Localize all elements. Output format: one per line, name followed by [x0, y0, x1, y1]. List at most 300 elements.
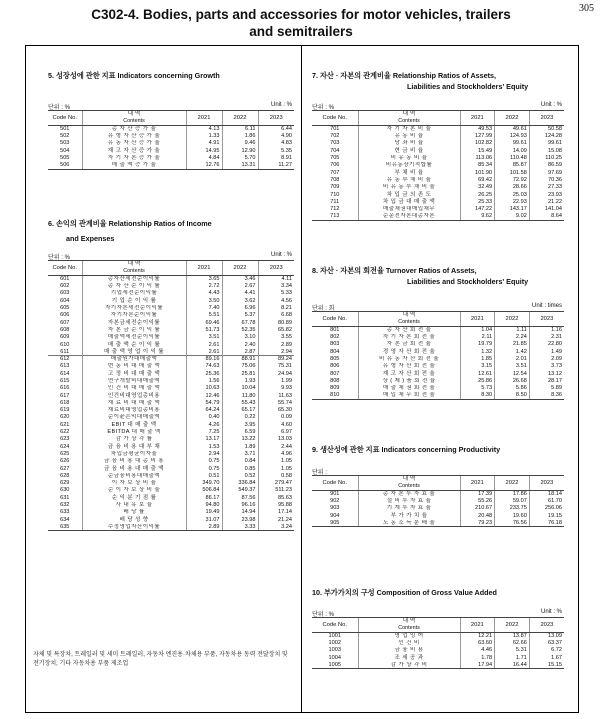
content-cell: 순이윤손익대매출액: [82, 414, 186, 421]
code-cell: 711: [330, 198, 340, 205]
table-row: [48, 140, 294, 147]
value-2021: 8.30: [460, 392, 495, 399]
year2-header: 2022: [495, 618, 530, 633]
code-cell: 810: [312, 392, 358, 399]
code-cell: 635: [48, 524, 82, 531]
code-cell: 631: [60, 494, 70, 501]
value-2021: 4.43: [186, 290, 222, 297]
value-2023: 3.73: [529, 363, 564, 370]
value-2023: 6.68: [258, 312, 294, 319]
value-2023: 2.31: [529, 334, 564, 341]
table-row: [48, 502, 294, 509]
code-cell: 905: [312, 520, 358, 527]
code-header: Code No.: [312, 312, 358, 327]
value-2022: 14.94: [222, 509, 258, 516]
column-divider: [301, 45, 302, 713]
value-2021: 2.11: [460, 334, 495, 341]
value-2021: 25.86: [460, 378, 495, 385]
content-cell: 배 당 성 향: [82, 516, 186, 523]
value-2022: 143.17: [495, 206, 530, 213]
header-row: [48, 111, 294, 126]
section5-title: 5. 성장성에 관한 지표 Indicators concerning Growth: [48, 71, 220, 80]
value-2022: 9.02: [495, 213, 530, 220]
unit-label: 단위 : %: [312, 105, 334, 111]
value-2023: 8.21: [258, 305, 294, 312]
table-row: [312, 520, 564, 527]
table-row: [48, 363, 294, 370]
year3-header: 2023: [529, 312, 564, 327]
value-2023: 13.12: [529, 370, 564, 377]
value-2022: 5.70: [222, 155, 258, 162]
table-row: [312, 647, 564, 654]
code-cell: 620: [60, 414, 70, 421]
table-row: [48, 443, 294, 450]
value-2022: 22.93: [495, 198, 530, 205]
section7-title-line2: Liabilities and Stockholders' Equity: [407, 82, 529, 91]
value-2023: 95.88: [258, 502, 294, 509]
value-2023: 4.60: [258, 421, 294, 428]
content-cell: 유 형 자 산 증 가 율: [82, 133, 186, 140]
section6-title-line2: and Expenses: [66, 234, 115, 243]
value-2023: 65.82: [258, 327, 294, 334]
code-cell: 703: [330, 140, 340, 147]
content-cell: 자 기 자 본 회 전 율: [358, 334, 460, 341]
value-2023: 13.03: [258, 436, 294, 443]
value-2023: 0.58: [258, 473, 294, 480]
code-cell: 615: [60, 378, 70, 384]
value-2022: 124.93: [495, 133, 530, 140]
code-cell: 801: [330, 327, 340, 334]
value-2021: 31.07: [186, 516, 222, 523]
value-2021: 20.48: [460, 512, 495, 519]
value-2023: 4.96: [258, 451, 294, 458]
content-cell: 유 동 비 율: [358, 133, 460, 140]
table-row: [48, 392, 294, 399]
value-2023: 97.69: [529, 169, 564, 176]
value-2023: 9.93: [258, 385, 294, 392]
code-cell: 803: [330, 341, 340, 348]
table-row: [48, 487, 294, 494]
header-row: [312, 618, 564, 633]
value-2021: 1.85: [460, 356, 495, 363]
value-2023: 1.05: [258, 458, 294, 465]
content-cell: 재 고 자 산 회 전 율: [358, 370, 460, 377]
code-cell: 628: [60, 472, 70, 479]
value-2021: 4.46: [460, 647, 495, 654]
table-row: [312, 126, 564, 133]
value-2021: 1.56: [186, 378, 222, 385]
value-2023: 70.36: [529, 177, 564, 184]
content-cell: 금 융 비 용 대 총 비 용: [82, 458, 186, 465]
value-2022: 96.16: [222, 502, 258, 509]
content-cell: 매출채권대매입채무: [358, 206, 460, 213]
value-2023: 4.56: [258, 297, 294, 304]
content-cell: 금 융 비 용 대 매 출 액: [82, 465, 186, 472]
unit-label-en: Unit : %: [540, 609, 562, 615]
value-2021: 85.34: [460, 162, 495, 169]
table-row: [48, 524, 294, 531]
value-2023: 23.93: [529, 191, 564, 198]
table-row: [312, 378, 564, 385]
content-cell: 인 건 비: [358, 640, 460, 647]
content-cell: 차 입 금 의 존 도: [358, 191, 460, 198]
value-2022: 9.46: [222, 140, 258, 147]
section7-table: [312, 110, 564, 221]
year2-header: 2022: [495, 476, 530, 491]
code-cell: 609: [60, 334, 70, 341]
content-cell: 비 유 동 비 율: [358, 155, 460, 162]
content-cell: 사 내 유 보 율: [82, 502, 186, 509]
table-row: [312, 133, 564, 140]
code-header: Code No.: [48, 111, 82, 126]
value-2022: 3.33: [222, 524, 258, 531]
code-cell: 603: [60, 290, 70, 297]
value-2023: 28.17: [529, 378, 564, 385]
value-2023: 17.14: [258, 509, 294, 516]
value-2021: 3.50: [186, 297, 222, 304]
value-2021: 12.76: [186, 162, 222, 169]
value-2023: 22.80: [529, 341, 564, 348]
table-row: [48, 473, 294, 480]
value-2022: 5.37: [222, 312, 258, 319]
code-cell: 621: [60, 421, 70, 428]
value-2021: 15.49: [460, 147, 495, 154]
year1-header: 2021: [460, 618, 495, 633]
code-cell: 808: [330, 377, 340, 384]
value-2022: 13.22: [222, 436, 258, 443]
code-cell: 707: [330, 169, 340, 176]
value-2023: 2.09: [529, 356, 564, 363]
unit-label: 단위 :: [312, 470, 327, 476]
footnote: 자체 및 특장차, 트레일러 및 세미 트레일러, 자동차 엔진용·차체용 부품, 자동차용 동력 전달장치 및 전기장치, 기타 자동차용 부품 제조업: [33, 652, 288, 667]
value-2021: 113.06: [460, 155, 495, 162]
content-cell: 인 건 비 대 매 출 액: [82, 385, 186, 392]
value-2023: 80.89: [258, 319, 294, 326]
table-row: [48, 290, 294, 297]
value-2022: 85.87: [495, 162, 530, 169]
value-2021: 349.70: [186, 480, 222, 487]
content-cell: 금 융 비 용 대 부 채: [82, 443, 186, 450]
code-cell: 702: [330, 133, 340, 140]
value-2023: 65.30: [258, 407, 294, 414]
table-row: [48, 378, 294, 385]
code-cell: 1001: [328, 633, 341, 640]
header-row: [312, 476, 564, 491]
value-2022: 4.41: [222, 290, 258, 297]
code-cell: 626: [60, 458, 70, 465]
content-cell: 변 동 비 대 매 출 액: [82, 363, 186, 370]
value-2023: 3.24: [258, 524, 294, 531]
value-2023: 18.14: [529, 491, 564, 498]
value-2021: 3.51: [186, 334, 222, 341]
value-2022: 6.11: [222, 126, 258, 133]
value-2023: 15.08: [529, 147, 564, 154]
year2-header: 2022: [495, 111, 530, 126]
unit-label-en: Unit : %: [270, 252, 292, 258]
code-cell: 633: [60, 509, 70, 516]
value-2023: 1.67: [529, 654, 564, 661]
value-2021: 3.65: [186, 276, 222, 283]
value-2023: 5.33: [258, 290, 294, 297]
year3-header: 2023: [529, 111, 564, 126]
section6-title-line1: 6. 손익의 관계비율 Relationship Ratios of Income: [48, 219, 212, 228]
table-body: [48, 276, 294, 531]
value-2022: 5.86: [495, 385, 530, 392]
table-row: [48, 312, 294, 319]
table-row: [48, 147, 294, 154]
code-cell: 618: [60, 399, 70, 406]
code-cell: 901: [330, 491, 340, 498]
code-cell: 902: [330, 498, 340, 505]
content-cell: 자 기 자 본 비 율: [358, 126, 460, 133]
value-2023: 27.33: [529, 184, 564, 191]
table-row: [312, 363, 564, 370]
header-row: [312, 111, 564, 126]
value-2023: 89.24: [258, 356, 294, 363]
value-2021: 17.39: [460, 491, 495, 498]
table-row: [312, 633, 564, 640]
code-cell: 622: [60, 429, 70, 436]
value-2021: 4.13: [186, 126, 222, 133]
section8-title-line1: 8. 자산 · 자본의 회전율 Turnover Ratios of Assets,: [312, 266, 477, 275]
table-row: [312, 140, 564, 147]
code-cell: 504: [60, 147, 70, 154]
value-2021: 49.53: [460, 126, 495, 133]
table-row: [48, 436, 294, 443]
table-row: [312, 385, 564, 392]
table-row: [48, 155, 294, 162]
value-2021: 69.42: [460, 177, 495, 184]
value-2021: 4.84: [186, 155, 222, 162]
code-cell: 613: [60, 363, 70, 370]
code-cell: 602: [60, 283, 70, 290]
table-row: [48, 348, 294, 355]
value-2022: 3.46: [222, 276, 258, 283]
code-cell: 704: [330, 147, 340, 154]
value-2021: 3.15: [460, 363, 495, 370]
code-cell: 612: [48, 356, 82, 363]
table-row: [312, 162, 564, 169]
value-2023: 4.11: [258, 276, 294, 283]
content-cell: 매 출 채 권 회 전 율: [358, 385, 460, 392]
value-2022: 1.42: [495, 348, 530, 355]
code-cell: 619: [60, 407, 70, 414]
content-cell: 차입금평균이자율: [82, 451, 186, 458]
value-2021: 51.73: [186, 327, 222, 334]
content-cell: 유 형 자 산 회 전 율: [358, 363, 460, 370]
value-2022: 3.51: [495, 363, 530, 370]
code-cell: 625: [60, 450, 70, 457]
section9-table: [312, 475, 564, 527]
value-2023: 1.49: [529, 348, 564, 355]
content-cell: 매 출 액 영 업 이 익 률: [82, 348, 186, 355]
value-2021: 127.99: [460, 133, 495, 140]
value-2023: 3.34: [258, 283, 294, 290]
value-2023: 11.63: [258, 392, 294, 399]
value-2023: 6.97: [258, 429, 294, 436]
code-cell: 709: [330, 184, 340, 191]
value-2021: 101.90: [460, 169, 495, 176]
value-2021: 12.46: [186, 392, 222, 399]
value-2021: 14.95: [186, 147, 222, 154]
content-cell: 유 동 자 산 증 가 율: [82, 140, 186, 147]
content-cell: 고 정 비 대 매 출 액: [82, 370, 186, 377]
value-2021: 0.40: [186, 414, 222, 421]
table-row: [48, 133, 294, 140]
table-row: [48, 305, 294, 312]
value-2021: 4.91: [186, 140, 222, 147]
year3-header: 2023: [258, 261, 294, 276]
code-cell: 1004: [328, 654, 341, 661]
value-2021: 5.51: [186, 312, 222, 319]
value-2022: 0.52: [222, 473, 258, 480]
value-2021: 64.24: [186, 407, 222, 414]
value-2023: 21.24: [258, 516, 294, 523]
table-row: [312, 491, 564, 498]
year1-header: 2021: [460, 111, 495, 126]
value-2022: 6.96: [222, 305, 258, 312]
value-2021: 19.79: [460, 341, 495, 348]
code-cell: 630: [60, 487, 70, 494]
code-cell: 611: [60, 348, 70, 355]
value-2023: 13.09: [529, 633, 564, 640]
table-row: [312, 662, 564, 669]
table-header: [312, 476, 564, 491]
value-2021: 147.22: [460, 206, 495, 213]
content-cell: 매출원가대매출액: [82, 356, 186, 363]
value-2021: 1.04: [460, 327, 495, 334]
value-2023: 256.06: [529, 505, 564, 512]
value-2023: 8.64: [529, 213, 564, 220]
code-cell: 802: [330, 334, 340, 341]
table-row: [312, 341, 564, 348]
section8-title-line2: Liabilities and Stockholders' Equity: [407, 277, 529, 286]
page-title-line1: C302-4. Bodies, parts and accessories for motor vehicles, trailers: [91, 7, 511, 22]
section7-title-line1: 7. 자산 · 자본의 관계비율 Relationship Ratios of Assets,: [312, 71, 497, 80]
value-2021: 2.94: [186, 451, 222, 458]
table-row: [312, 512, 564, 519]
code-cell: 627: [60, 465, 70, 472]
code-cell: 805: [330, 356, 340, 363]
value-2021: 506.84: [186, 487, 222, 494]
value-2021: 2.61: [186, 341, 222, 348]
value-2021: 0.75: [186, 458, 222, 465]
section6-table: [48, 260, 294, 531]
value-2023: 1.99: [258, 378, 294, 385]
table-row: [312, 505, 564, 512]
value-2022: 13.87: [495, 633, 530, 640]
value-2021: 32.49: [460, 184, 495, 191]
code-cell: 616: [60, 385, 70, 392]
year3-header: 2023: [258, 111, 294, 126]
content-cell: 기업세전순이익률: [82, 290, 186, 297]
value-2021: 0.75: [186, 465, 222, 472]
table-row: [312, 370, 564, 377]
contents-header: 내 역 Contents: [82, 111, 186, 126]
value-2022: 14.09: [495, 147, 530, 154]
code-cell: 606: [60, 312, 70, 319]
content-cell: 배 당 률: [82, 509, 186, 516]
value-2021: 1.53: [186, 443, 222, 450]
value-2023: 110.25: [529, 155, 564, 162]
content-cell: 재료비대영업총비용: [82, 407, 186, 414]
code-cell: 809: [330, 385, 340, 392]
value-2021: 25.33: [460, 198, 495, 205]
section9-title: 9. 생산성에 관한 지표 Indicators concerning Productivity: [312, 445, 501, 454]
table-row: [48, 283, 294, 290]
table-row: [48, 334, 294, 341]
year3-header: 2023: [529, 476, 564, 491]
table-body: [48, 126, 294, 170]
content-cell: 상 ( 제 ) 품 회 전 율: [358, 378, 460, 385]
value-2023: 1.05: [258, 465, 294, 472]
content-cell: 매출액세전순이익률: [82, 334, 186, 341]
content-cell: 자 본 금 회 전 율: [358, 341, 460, 348]
code-header: Code No.: [312, 476, 358, 491]
code-cell: 623: [60, 436, 70, 443]
content-cell: 총 자 본 투 자 효 율: [358, 491, 460, 498]
code-header: Code No.: [48, 261, 82, 276]
code-cell: 614: [60, 370, 70, 377]
value-2021: 12.61: [460, 370, 495, 377]
content-cell: 비 유 동 자 산 회 전 율: [358, 356, 460, 363]
content-cell: 기 업 순 이 익 률: [82, 297, 186, 304]
content-cell: 연구개발비대매출액: [82, 378, 186, 385]
value-2021: 10.63: [186, 385, 222, 392]
content-cell: 부 채 비 율: [358, 169, 460, 176]
value-2022: 25.81: [222, 370, 258, 377]
table-row: [48, 414, 294, 421]
content-cell: 수정영업자산이익률: [82, 524, 186, 531]
table-row: [48, 327, 294, 334]
value-2021: 54.79: [186, 400, 222, 407]
value-2023: 6.44: [258, 126, 294, 133]
code-cell: 804: [330, 348, 340, 355]
code-cell: 904: [330, 512, 340, 519]
value-2021: 210.67: [460, 505, 495, 512]
value-2022: 2.67: [222, 283, 258, 290]
code-cell: 710: [330, 191, 340, 198]
contents-header: 내 역 Contents: [358, 312, 460, 327]
content-cell: 감 가 상 각 비: [358, 662, 460, 669]
value-2022: 11.80: [222, 392, 258, 399]
value-2023: 8.91: [258, 155, 294, 162]
value-2021: 2.89: [186, 524, 222, 531]
value-2021: 74.63: [186, 363, 222, 370]
content-cell: 부 가 가 치 율: [358, 512, 460, 519]
contents-header: 내 역 Contents: [358, 618, 460, 633]
table-row: [312, 654, 564, 661]
value-2023: 8.36: [529, 392, 564, 399]
table-row: [312, 191, 564, 198]
section5-table: [48, 110, 294, 170]
table-row: [48, 480, 294, 487]
table-header: [48, 261, 294, 276]
value-2022: 0.84: [222, 458, 258, 465]
value-2023: 55.74: [258, 400, 294, 407]
table-row: [48, 297, 294, 304]
table-row: [48, 356, 294, 363]
value-2023: 141.04: [529, 206, 564, 213]
content-cell: 자본금세전순이익률: [82, 319, 186, 326]
code-cell: 506: [48, 162, 82, 169]
year2-header: 2022: [222, 261, 258, 276]
value-2021: 102.82: [460, 140, 495, 147]
value-2022: 87.56: [222, 494, 258, 501]
code-cell: 608: [60, 326, 70, 333]
unit-label-en: Unit : %: [540, 102, 562, 108]
content-cell: 매 출 액 순 이 익 률: [82, 341, 186, 348]
